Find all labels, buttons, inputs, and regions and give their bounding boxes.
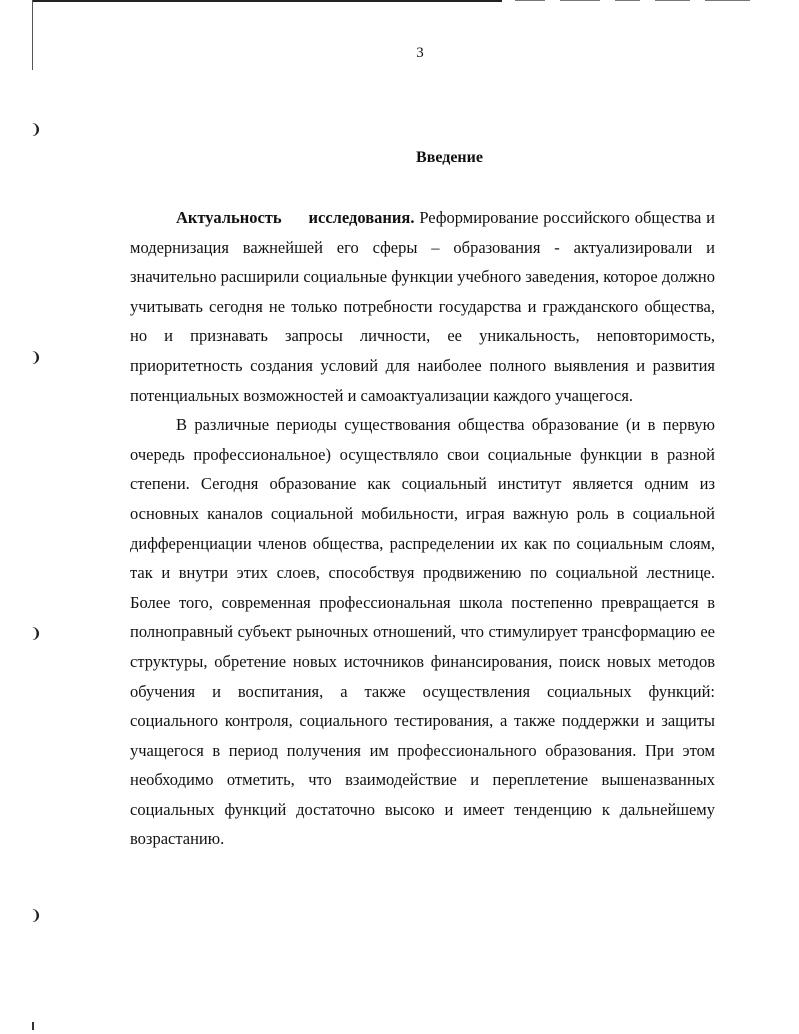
scan-top-dash — [655, 0, 690, 1]
page-number: 3 — [416, 45, 424, 61]
scan-top-dash — [560, 0, 600, 1]
scan-left-border — [32, 0, 33, 70]
binding-hole-mark: ❩ — [30, 626, 42, 642]
paragraph — [130, 410, 715, 854]
paragraph-text: Реформирование российского общества и модернизация важнейшей его сферы – образования - актуализировали и значительно расширили социальные функции учебного заведения, которое должно учитывать сегодня не только потребности государства и гражданского общества, но и признавать запросы личности, ее уникальность, неповторимость, приоритетность создания условий для наиболее полного выявления и развития потенциальных возможностей и самоактуализации каждого учащегося. — [130, 208, 716, 405]
paragraph-text: В различные периоды существования общества образование (и в первую очередь профессиональное) осуществляло свои социальные функции в разной степени. Сегодня образование как социальный институт является одним из основных каналов социальной мобильности, играя важную роль в социальной дифференциации членов общества, распределении их как по социальным слоям, так и внутри этих слоев, способствуя продвижению по социальной лестнице. Более того, современная профессиональная школа постепенно превращается в полноправный субъект рыночных отношений, что стимулирует трансформацию ее структуры, обретение новых источников финансирования, поиск новых методов обучения и воспитания, а также осуществления социальных функций: социального контроля, социального тестирования, а также поддержки и защиты учащегося в период получения им профессионального образования. При этом необходимо отметить, что взаимодействие и переплетение вышеназванных социальных функций достаточно высоко и имеет тенденцию к дальнейшему возрастанию. — [130, 415, 715, 849]
scan-top-dash — [515, 0, 545, 1]
binding-hole-mark: ❩ — [30, 122, 42, 138]
paragraph — [130, 203, 715, 410]
page-title: Введение — [416, 149, 483, 166]
scan-top-dash — [615, 0, 640, 1]
binding-hole-mark: ❩ — [30, 908, 42, 924]
scan-top-border — [32, 0, 502, 2]
binding-hole-mark: ❩ — [30, 350, 42, 366]
body-text — [130, 203, 715, 854]
paragraph-lead: Актуальность исследования. — [176, 208, 415, 227]
scan-bottom-mark — [32, 1022, 34, 1030]
scan-top-dash — [705, 0, 750, 1]
